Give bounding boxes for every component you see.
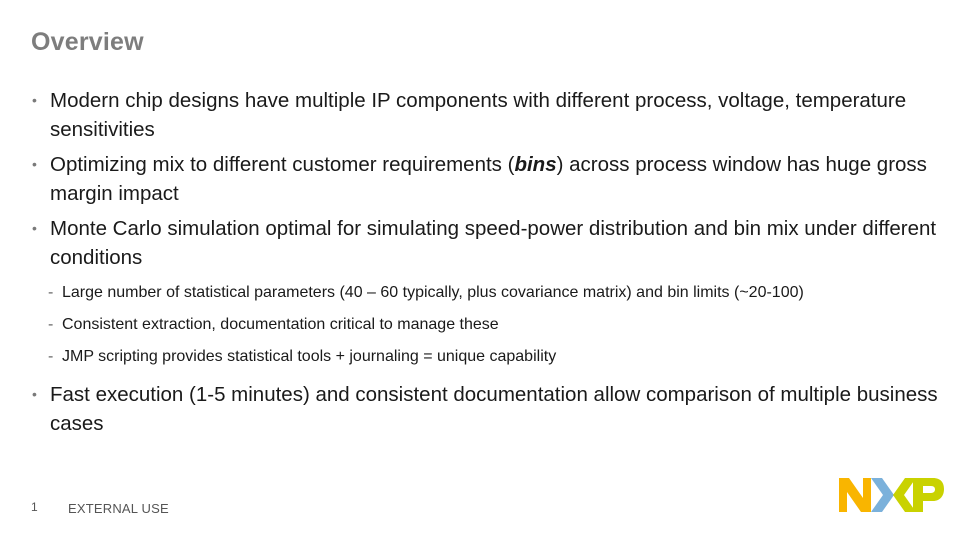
bullet-list xyxy=(32,86,942,438)
bullet-dot-icon xyxy=(32,150,37,179)
logo-letter-x-right xyxy=(893,478,916,512)
bullet-item xyxy=(32,86,942,144)
bullet-dot-icon xyxy=(32,86,37,115)
bullet-text-part: ) across process window has huge gross margin impact xyxy=(50,153,927,205)
bullet-text-part: Optimizing mix to different customer requirements ( xyxy=(50,153,515,176)
bullet-text: Fast execution (1-5 minutes) and consistent documentation allow comparison of multiple business cases xyxy=(50,383,938,435)
page-number: 1 xyxy=(31,500,38,514)
bullet-dot-icon xyxy=(32,214,37,243)
bullet-text: Monte Carlo simulation optimal for simulating speed-power distribution and bin mix under different conditions xyxy=(50,217,937,269)
classification-label: EXTERNAL USE xyxy=(68,501,169,516)
dash-icon xyxy=(48,346,53,368)
bullet-dot-icon xyxy=(32,380,37,409)
sub-bullet-item xyxy=(32,282,942,304)
sub-bullet-text: JMP scripting provides statistical tools + journaling = unique capability xyxy=(62,348,557,365)
sub-bullet-item xyxy=(32,346,942,368)
dash-icon xyxy=(48,314,53,336)
logo-letter-n xyxy=(839,478,871,512)
sub-bullet-text: Consistent extraction, documentation critical to manage these xyxy=(62,316,499,333)
sub-bullet-text: Large number of statistical parameters (40 – 60 typically, plus covariance matrix) and bin limits (~20-100) xyxy=(62,284,804,301)
bullet-item xyxy=(32,214,942,272)
logo-letter-p xyxy=(913,478,944,512)
bullet-text: Modern chip designs have multiple IP components with different process, voltage, temperature sensitivities xyxy=(50,89,907,141)
bullet-item xyxy=(32,380,942,438)
slide-title: Overview xyxy=(31,28,144,56)
nxp-logo-icon xyxy=(837,474,945,516)
bullet-text xyxy=(50,153,927,205)
logo-letter-x-left xyxy=(871,478,894,512)
dash-icon xyxy=(48,282,53,304)
sub-bullet-item xyxy=(32,314,942,336)
emphasis-text: bins xyxy=(514,153,557,176)
bullet-item xyxy=(32,150,942,208)
